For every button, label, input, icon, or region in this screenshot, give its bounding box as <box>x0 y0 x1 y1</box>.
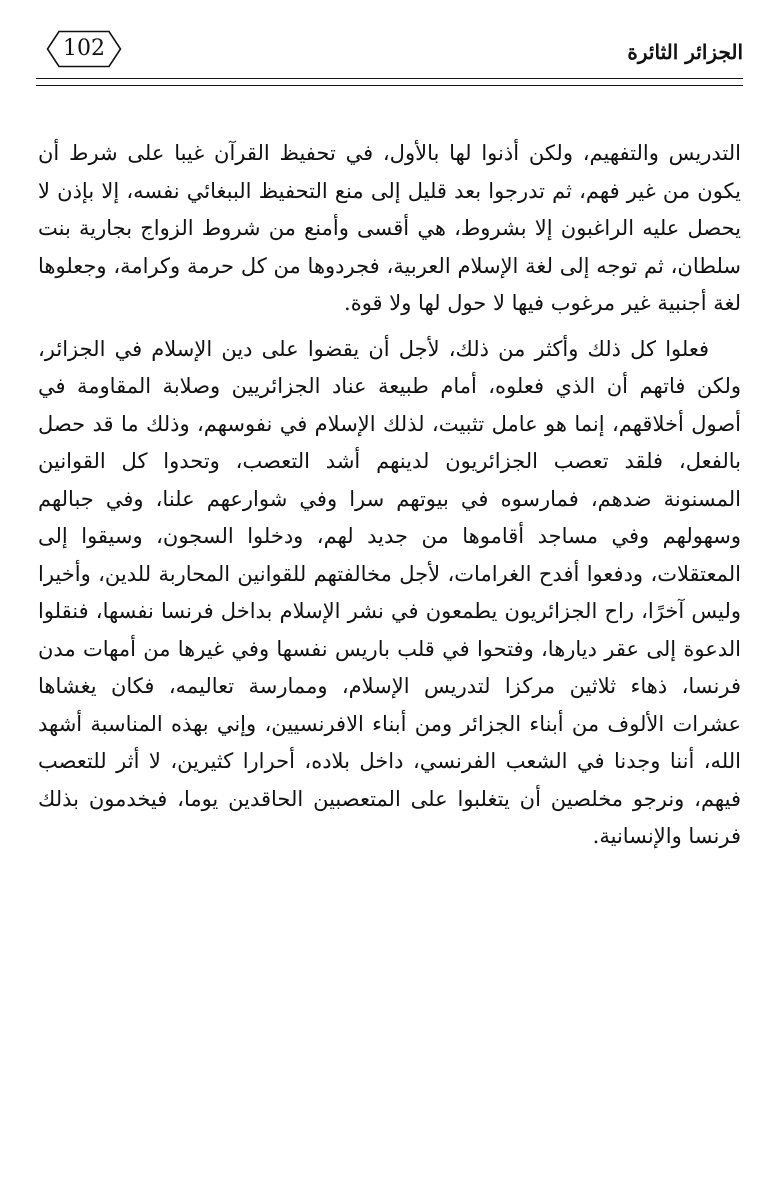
paragraph-2: فعلوا كل ذلك وأكثر من ذلك، لأجل أن يقضوا على دين الإسلام في الجزائر، ولكن فاتهم أن الذي فعلوه، أمام طبيعة عناد الجزائريين وصلابة المقاومة في أصول أخلاقهم، إنما هو عامل تثبيت، لذلك الإسلام في نفوسهم، وذلك ما قد حصل بالفعل، فلقد تعصب الجزائريون لدينهم أشد التعصب، وتحدوا كل القوانين المسنونة ضدهم، فمارسوه في بيوتهم سرا وفي شوارعهم علنا، وفي جبالهم وسهولهم وفي مساجد أقاموها من جديد لهم، ودخلوا السجون، وسيقوا إلى المعتقلات، ودفعوا أفدح الغرامات، لأجل مخالفتهم للقوانين المحاربة للدين، وأخيرا وليس آخرًا، راح الجزائريون يطمعون في نشر الإسلام بداخل فرنسا نفسها، فنقلوا الدعوة إلى عقر ديارها، وفتحوا في قلب باريس نفسها وفي غيرها من أمهات مدن فرنسا، ذهاء ثلاثين مركزا لتدريس الإسلام، وممارسة تعاليمه، فكان يغشاها عشرات الألوف من أبناء الجزائر ومن أبناء الافرنسيين، وإني بهذه المناسبة أشهد الله، أننا وجدنا في الشعب الفرنسي، داخل بلاده، أحرارا كثيرين، لا أثر للتعصب فيهم، ونرجو مخلصين أن يتغلبوا على المتعصبين الحاقدين يوما، فيخدمون بذلك فرنسا والإنسانية. <box>38 336 741 848</box>
paragraph-1: التدريس والتفهيم، ولكن أذنوا لها بالأول، في تحفيظ القرآن غيبا على شرط أن يكون من غير فهم، ثم تدرجوا بعد قليل إلى منع التحفيظ الببغائي نفسه، إلا بإذن لا يحصل عليه الراغبون إلا بشروط، هي أقسى وأمنع من شروط الزواج بجارية بنت سلطان، ثم توجه إلى لغة الإسلام العربية، فجردوها من كل حرمة وكرامة، وجعلوها لغة أجنبية غير مرغوب فيها لا حول لها ولا قوة. <box>38 141 741 315</box>
header-rule-bottom <box>36 85 743 86</box>
running-head-title: الجزائر الثائرة <box>627 40 743 64</box>
page-header <box>36 30 743 74</box>
page-number-badge <box>46 30 122 68</box>
page-number: 102 <box>63 36 105 61</box>
header-rule-top <box>36 78 743 79</box>
body-text <box>38 135 741 856</box>
